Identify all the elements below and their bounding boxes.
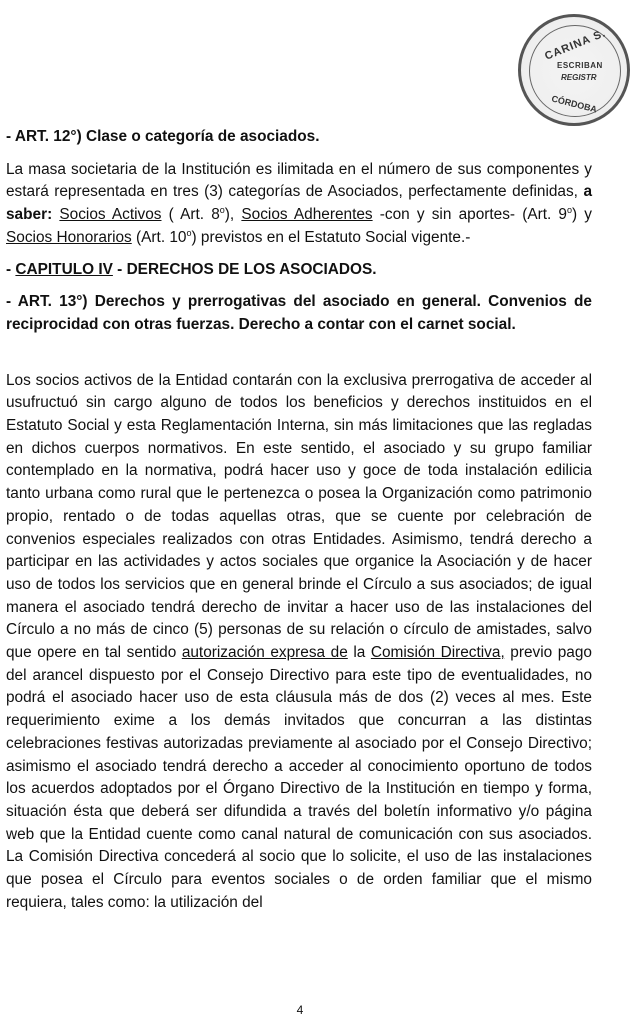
- text-run: ),: [224, 206, 242, 224]
- stamp-city: CÓRDOBA: [550, 93, 599, 115]
- underlined-run: autorización expresa de: [181, 644, 348, 662]
- underlined-run: Comisión Directiva,: [370, 644, 505, 662]
- text-run: ) y: [572, 206, 593, 224]
- text-run: (Art. 10: [131, 228, 187, 246]
- text-run: ) previstos en el Estatuto Social vigente.-: [191, 228, 471, 246]
- art-12-paragraph: [6, 159, 592, 250]
- superscript: o: [186, 227, 192, 238]
- page-number: 4: [296, 1003, 304, 1017]
- document-body: [6, 126, 592, 915]
- superscript: o: [219, 204, 225, 215]
- text-run: -: [6, 260, 16, 278]
- stamp-title: ESCRIBAN: [557, 61, 603, 70]
- text-run: previo pago del arancel dispuesto por el Consejo Directivo para este tipo de eventualidades, no podrá el asociado hacer uso de esta cláusula más de dos (2) veces al mes. Este requerimiento exime a los demás invitados que concurran a las distintas celebraciones festivas autorizadas previamente al asociado por el Consejo Directivo; asimismo el asociado tendrá derecho a acceder al conocimiento oportuno de todos los acuerdos adoptados por el Órgano Directivo de la Institución en tiempo y forma, situación ésta que deberá ser difundida a través del boletín informativo y/o página web que la Entidad cuente como canal natural de comunicación con sus asociados. La Comisión Directiva concederá al socio que lo solicite, el uso de las instalaciones que posea el Círculo para eventos sociales o de orden familiar que el mismo requiera, tales como: la utilización del: [6, 644, 592, 911]
- art-12-heading: - ART. 12°) Clase o categoría de asociados.: [6, 128, 320, 145]
- notary-stamp: [518, 14, 630, 126]
- socios-adherentes-text: Socios Adherentes: [241, 206, 373, 224]
- stamp-name: CARINA S.: [543, 27, 608, 63]
- bold-run: a saber:: [6, 183, 592, 224]
- superscript: o: [567, 204, 573, 215]
- text-run: - DERECHOS DE LOS ASOCIADOS.: [112, 260, 377, 278]
- text-run: ( Art. 8: [161, 206, 220, 224]
- text-run: Los socios activos de la Entidad contarán con la exclusiva prerrogativa de acceder al usufructuó sin cargo alguno de todos los beneficios y derechos instituidos en el Estatuto Social y esta Reglamentación Interna, sin más limitaciones que las regladas en dichos cuerpos normativos. En este sentido, el asociado y su grupo familiar contemplado en la normativa, podrá hacer uso y goce de toda instalación edilicia tanto urbana como rural que le pertenezca o posea la Organización como patrimonio propio, rentado o de todas aquellas otras, que se cuente por celebración de convenios especiales realizados con otras Entidades. Asimismo, tendrá derecho a participar en las actividades y actos sociales que organice la Asociación y de hacer uso de todos los servicios que en general brinde el Círculo a sus asociados; de igual manera el asociado tendrá derecho de invitar a hacer uso de las instalaciones del Círculo a no más de cinco (5) personas de su relación o círculo de amistades, salvo que opere en tal sentido: [6, 371, 592, 662]
- chapter-4-heading: [6, 259, 592, 282]
- socios-activos-link: Socios Activos: [59, 206, 162, 224]
- stamp-registry: REGISTR: [561, 73, 597, 82]
- text-run: la: [347, 644, 371, 662]
- text-run: -con y sin aportes- (Art. 9: [372, 206, 567, 224]
- art-13-heading: - ART. 13°) Derechos y prerrogativas del asociado en general. Convenios de reciprocidad con otras fuerzas. Derecho a contar con el carnet social.: [6, 293, 592, 333]
- chapter-label: CAPITULO IV: [15, 260, 113, 278]
- art-13-paragraph: [6, 370, 592, 915]
- text-run: La masa societaria de la Institución es ilimitada en el número de sus componentes y estará representada en tres (3) categorías de Asociados, perfectamente definidas,: [6, 160, 592, 201]
- socios-honorarios-text: Socios Honorarios: [6, 228, 132, 246]
